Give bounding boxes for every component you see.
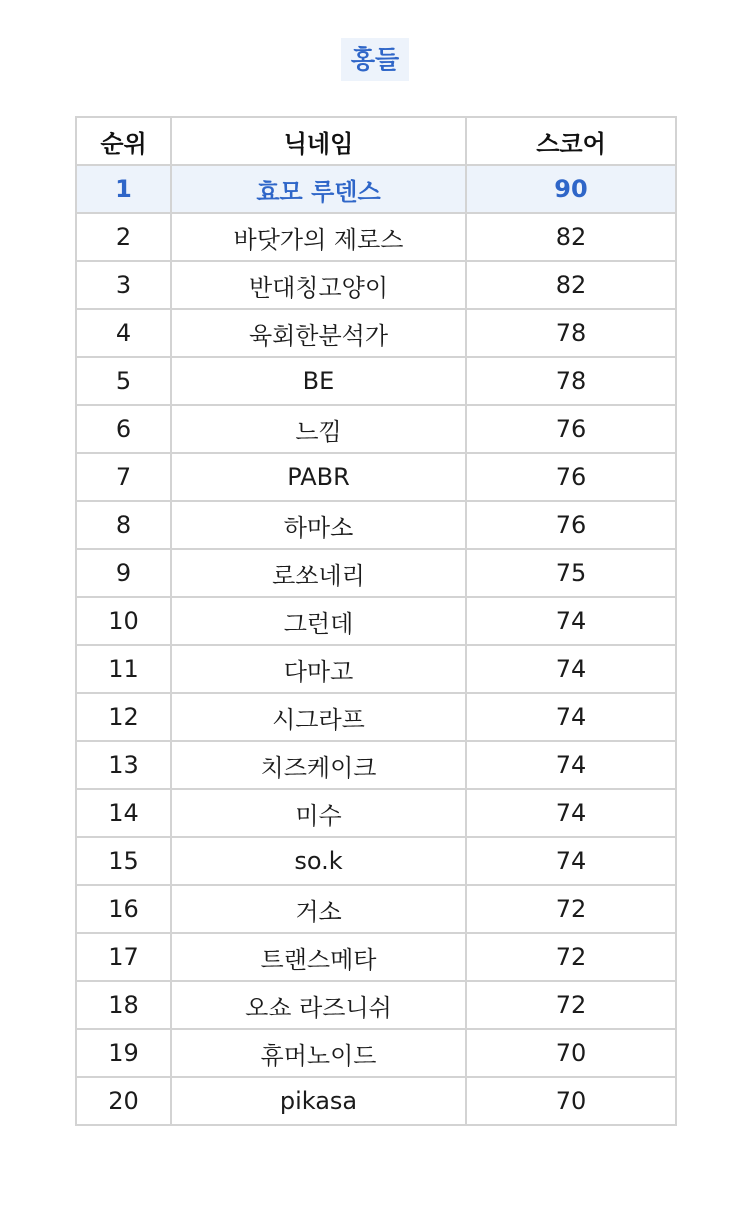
cell-rank: 10: [76, 597, 171, 645]
cell-score: 74: [466, 789, 676, 837]
cell-rank: 16: [76, 885, 171, 933]
table-row-highlighted: [76, 165, 676, 213]
cell-nickname: 효모 루덴스: [171, 165, 466, 213]
cell-rank: 19: [76, 1029, 171, 1077]
cell-nickname: 느낌: [171, 405, 466, 453]
cell-rank: 1: [76, 165, 171, 213]
table-row: [76, 741, 676, 789]
table-row: [76, 1029, 676, 1077]
cell-nickname: 그런데: [171, 597, 466, 645]
cell-nickname: 시그라프: [171, 693, 466, 741]
header-nickname: 닉네임: [171, 117, 466, 165]
table-row: [76, 837, 676, 885]
cell-rank: 11: [76, 645, 171, 693]
cell-score: 74: [466, 597, 676, 645]
table-row: [76, 357, 676, 405]
cell-score: 72: [466, 981, 676, 1029]
cell-rank: 4: [76, 309, 171, 357]
cell-rank: 15: [76, 837, 171, 885]
cell-nickname: 로쏘네리: [171, 549, 466, 597]
cell-score: 72: [466, 885, 676, 933]
cell-nickname: 다마고: [171, 645, 466, 693]
cell-rank: 13: [76, 741, 171, 789]
cell-nickname: 하마소: [171, 501, 466, 549]
cell-nickname: 미수: [171, 789, 466, 837]
page-title: 홍들: [341, 38, 409, 81]
cell-nickname: 바닷가의 제로스: [171, 213, 466, 261]
table-row: [76, 405, 676, 453]
table-row: [76, 309, 676, 357]
table-row: [76, 693, 676, 741]
cell-rank: 18: [76, 981, 171, 1029]
table-row: [76, 501, 676, 549]
table-row: [76, 549, 676, 597]
cell-rank: 8: [76, 501, 171, 549]
cell-score: 76: [466, 405, 676, 453]
table-header: [76, 117, 676, 165]
table-row: [76, 1077, 676, 1125]
ranking-table: [75, 116, 677, 1126]
cell-nickname: so.k: [171, 837, 466, 885]
table-row: [76, 597, 676, 645]
cell-rank: 5: [76, 357, 171, 405]
cell-score: 76: [466, 501, 676, 549]
table-row: [76, 933, 676, 981]
table-row: [76, 213, 676, 261]
cell-score: 74: [466, 645, 676, 693]
cell-nickname: 반대칭고양이: [171, 261, 466, 309]
cell-nickname: 휴머노이드: [171, 1029, 466, 1077]
table-row: [76, 453, 676, 501]
cell-nickname: 치즈케이크: [171, 741, 466, 789]
cell-nickname: 트랜스메타: [171, 933, 466, 981]
cell-rank: 17: [76, 933, 171, 981]
cell-rank: 12: [76, 693, 171, 741]
table-row: [76, 261, 676, 309]
cell-rank: 14: [76, 789, 171, 837]
cell-nickname: PABR: [171, 453, 466, 501]
header-row: [76, 117, 676, 165]
cell-rank: 20: [76, 1077, 171, 1125]
cell-score: 74: [466, 741, 676, 789]
cell-score: 78: [466, 357, 676, 405]
cell-nickname: pikasa: [171, 1077, 466, 1125]
cell-rank: 6: [76, 405, 171, 453]
table-row: [76, 645, 676, 693]
cell-score: 76: [466, 453, 676, 501]
cell-rank: 2: [76, 213, 171, 261]
cell-nickname: 오쇼 라즈니쉬: [171, 981, 466, 1029]
cell-score: 90: [466, 165, 676, 213]
cell-score: 70: [466, 1077, 676, 1125]
cell-rank: 7: [76, 453, 171, 501]
cell-nickname: 육회한분석가: [171, 309, 466, 357]
table-row: [76, 981, 676, 1029]
table-row: [76, 789, 676, 837]
header-rank: 순위: [76, 117, 171, 165]
cell-score: 74: [466, 693, 676, 741]
cell-score: 82: [466, 261, 676, 309]
header-score: 스코어: [466, 117, 676, 165]
cell-score: 78: [466, 309, 676, 357]
cell-nickname: 거소: [171, 885, 466, 933]
title-wrapper: [0, 38, 750, 81]
cell-rank: 3: [76, 261, 171, 309]
cell-score: 82: [466, 213, 676, 261]
cell-score: 72: [466, 933, 676, 981]
cell-score: 74: [466, 837, 676, 885]
table-row: [76, 885, 676, 933]
cell-nickname: BE: [171, 357, 466, 405]
table-body: [76, 165, 676, 1125]
cell-score: 70: [466, 1029, 676, 1077]
cell-score: 75: [466, 549, 676, 597]
cell-rank: 9: [76, 549, 171, 597]
